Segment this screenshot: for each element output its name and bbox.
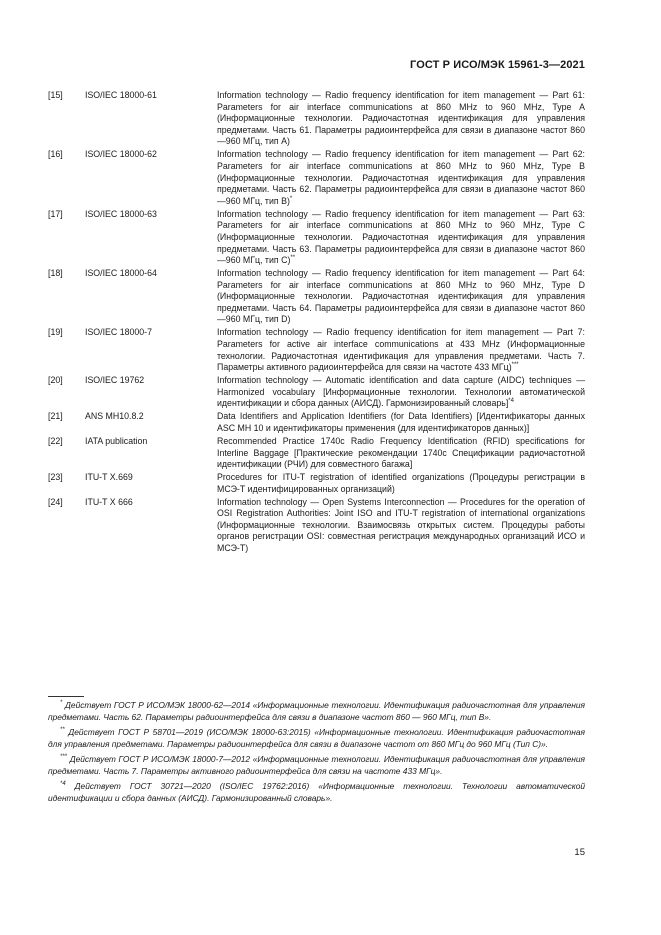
reference-standard: ISO/IEC 18000-64 [85,268,157,279]
footnote: ** Действует ГОСТ Р 58701—2019 (ИСО/МЭК 18000-63:2015) «Информационные технологии. Идентификация радиочастотная для управления предметами. Параметры радиоинтерфейса для связи в диапазоне частот от 860 МГц до 960 МГц (Тип С)». [48,727,586,749]
reference-description: Information technology — Radio frequency identification for item management — Part 61: Parameters for air interface communications at 860 MHz to 960 MHz, Type A (Информационные технологии. Радиочастотная идентификация для управления предметами. Часть 61. Параметры радиоинтерфейса для связи в диапазоне частот 860—960 МГц, тип А) [217,90,585,147]
reference-item [48,497,585,555]
reference-standard: ITU-T X.669 [85,472,133,483]
reference-number: [24] [48,496,63,507]
reference-number: [19] [48,327,63,338]
reference-item [48,436,585,471]
footnotes [48,699,585,807]
footnote: * Действует ГОСТ Р ИСО/МЭК 18000-62—2014 «Информационные технологии. Идентификация радиочастотная для управления предметами. Часть 62. Параметры радиоинтерфейса для связи в диапазоне частот 860 — 960 МГц, тип В». [48,700,585,722]
reference-item [48,411,585,434]
reference-description: Information technology — Radio frequency identification for item management — Part 7: Parameters for active air interface communications at 433 MHz (Информационные технологии. Радиочастотная идентификация для управления предметами. Часть 7. Параметры активного радиоинтерфейса для связи на частоте 433 МГц)*** [217,327,585,373]
reference-number: [15] [48,90,63,100]
footnote-mark: * [289,195,293,202]
reference-standard: IATA publication [85,435,148,446]
reference-item [48,90,585,148]
page-number: 15 [574,847,585,858]
reference-description: Information technology — Radio frequency identification for item management — Part 62: Parameters for air interface communications at 860 MHz to 960 MHz, Type B (Информационные технологии. Радиочастотная идентификация для управления предметами. Часть 62. Параметры радиоинтерфейса для связи в диапазоне частот 860—960 МГц, тип В)* [217,149,585,206]
reference-number: [23] [48,472,63,483]
reference-standard: ANS MH10.8.2 [85,411,144,422]
footnote-mark: *4 [508,398,514,405]
reference-description: Information technology — Radio frequency identification for item management — Part 63: Parameters for air interface communications at 860 MHz to 960 MHz, Type C (Информационные технологии. Радиочастотная идентификация для управления предметами. Часть 63. Параметры радиоинтерфейса для связи в диапазоне частот 860—960 МГц, тип С)** [217,208,585,266]
page-header-title: ГОСТ Р ИСО/МЭК 15961-3—2021 [410,59,585,71]
footnote-mark: ** [290,255,296,262]
reference-item [48,327,585,373]
reference-description: Information technology — Automatic identification and data capture (AIDC) techniques — Harmonized vocabulary [Информационные технологии. Технологии автоматической идентификации и сбора данных (АИСД). Гармонизированный словарь]$^{*4}$ [217,375,585,409]
reference-description: Recommended Practice 1740c Radio Frequency Identification (RFID) specifications for Interline Baggage [Практические рекомендации 1740с Спецификации радиочастотной идентификации (РЧИ) для совместного багажа] [217,435,585,470]
footnote-mark: ** [60,727,65,733]
reference-description: Data Identifiers and Application Identifiers (for Data Identifiers) [Идентификаторы данных ASC MH 10 и идентификаторы применения (для идентификаторов данных)] [217,411,585,433]
footnote-mark: *4 [60,781,66,787]
reference-number: [16] [48,149,63,160]
reference-standard: ISO/IEC 18000-7 [85,327,152,338]
reference-item [48,149,585,207]
reference-item [48,375,585,410]
reference-item [48,209,585,267]
reference-number: [17] [48,208,63,219]
reference-standard: ISO/IEC 19762 [85,375,145,386]
reference-standard: ISO/IEC 18000-63 [85,208,157,219]
footnote: *** Действует ГОСТ Р ИСО/МЭК 18000-7—2012 «Информационные технологии. Идентификация радиочастотная для управления предметами. Часть 7. Параметры активного радиоинтерфейса для связи на частоте 433 МГц». [48,754,585,776]
footnote-mark: * [60,700,63,706]
reference-number: [21] [48,411,63,422]
reference-standard: ITU-T X 666 [85,496,133,507]
footnote-mark: *** [511,362,519,369]
reference-description: Information technology — Radio frequency identification for item management — Part 64: Parameters for air interface communications at 860 MHz to 960 MHz, Type D (Информационные технологии. Радиочастотная идентификация для управления предметами. Часть 64. Параметры радиоинтерфейса для связи в диапазоне частот 860—960 МГц, тип D) [217,268,585,325]
reference-list [48,90,585,556]
reference-item [48,268,585,326]
reference-number: [18] [48,268,63,279]
reference-description: Procedures for ITU-T registration of identified organizations (Процедуры регистрации в МСЭ-Т идентифицированных организаций) [217,472,585,494]
footnote-separator [48,696,84,697]
reference-standard: ISO/IEC 18000-62 [85,149,157,160]
reference-item [48,472,585,495]
reference-number: [22] [48,435,63,446]
footnote-mark: *** [60,754,68,760]
footnote: $^{*4}$ Действует ГОСТ 30721—2020 (ISO/IEC 19762:2016) «Информационные технологии. Технологии автоматической идентификации и сбора данных (АИСД). Гармонизированный словарь». [48,781,586,803]
reference-standard: ISO/IEC 18000-61 [85,90,157,100]
reference-number: [20] [48,375,63,386]
reference-description: Information technology — Open Systems Interconnection — Procedures for the operation of OSI Registration Authorities: Joint ISO and ITU-T registration of international organizations (Информационные технологии. Взаимосвязь открытых систем. Процедуры работы органов регистрации OSI: совместная регистрация международных организаций ИСО и МСЭ-Т) [217,496,585,554]
